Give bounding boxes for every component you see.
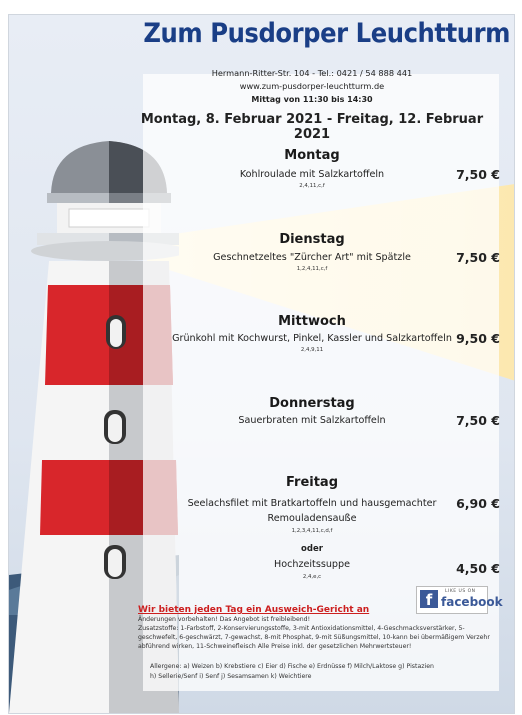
allergen-key [150,662,490,682]
alternative-dish-notice: Wir bieten jeden Tag ein Ausweich-Gericht an [138,605,370,615]
allergens-dienstag: 1,2,4,11,c,f [296,266,328,272]
price-freitag: 6,90 € [456,496,500,511]
price-donnerstag: 7,50 € [456,413,500,428]
allergens-mittwoch: 2,4,9,11 [300,347,324,353]
day-heading-freitag: Freitag [285,475,339,490]
day-heading-donnerstag: Donnerstag [269,396,355,411]
dish-dienstag: Geschnetzeltes "Zürcher Art" mit Spätzle [213,252,411,263]
day-heading-dienstag: Dienstag [279,232,345,247]
opening-hours: Mittag von 11:30 bis 14:30 [251,95,373,104]
dish-freitag-line1: Seelachsfilet mit Bratkartoffeln und hausgemachter [187,498,437,509]
price-mittwoch: 9,50 € [456,331,500,346]
allergens-freitag: 1,2,3,4,11,c,d,f [291,528,333,534]
dish-mittwoch: Grünkohl mit Kochwurst, Pinkel, Kassler und Salzkartoffeln [172,333,452,344]
price-dienstag: 7,50 € [456,250,500,265]
additives-legend: Zusatzstoffe: 1-Farbstoff, 2-Konservierungsstoffe, 3-mit Antioxidationsmittel, 4-Geschmacksverstärker, 5-geschwefelt, 6-geschwärzt, 7-gewachst, 8-mit Phosphat, 9-mit Süßungsmittel, 10-kann bei übermäßigem Verzehr abführend wirken, 11-Schweinefleisch Alle Preise inkl. der gesetzlichen Mehrwertsteuer! [138,625,490,650]
allergens-montag: 2,4,11,c,f [299,183,325,189]
dish-freitag-line2: Remouladensauße [267,513,357,524]
website: www.zum-pusdorper-leuchtturm.de [239,81,385,91]
day-heading-montag: Montag [284,148,340,163]
facebook-badge[interactable] [416,586,503,614]
allergen-key-line1: Allergene: a) Weizen b) Krebstiere c) Eier d) Fische e) Erdnüsse f) Milch/Laktose g) Pistazien [150,663,434,670]
day-heading-mittwoch: Mittwoch [278,314,346,329]
alt-price-freitag: 4,50 € [456,561,500,576]
dish-donnerstag: Sauerbraten mit Salzkartoffeln [238,415,386,426]
page-title: Zum Pusdorper Leuchtturm [143,18,510,49]
facebook-wordmark: facebook [441,595,503,609]
date-range: Montag, 8. Februar 2021 - Freitag, 12. Februar 2021 [140,112,484,142]
dish-montag: Kohlroulade mit Salzkartoffeln [239,169,385,180]
allergen-key-line2: h) Sellerie/Senf i) Senf j) Sesamsamen k) Weichtiere [150,673,312,680]
changes-notice: Änderungen vorbehalten! Das Angebot ist freibleibend! [138,616,311,623]
address: Hermann-Ritter-Str. 104 - Tel.: 0421 / 54 888 441 [211,68,413,78]
facebook-like-label: LIKE US ON [445,589,476,594]
facebook-icon: f [420,590,438,608]
or-label: oder [301,544,323,554]
alt-dish-freitag: Hochzeitssuppe [274,559,350,570]
alt-allergens-freitag: 2,4,e,c [302,574,322,580]
price-montag: 7,50 € [456,167,500,182]
